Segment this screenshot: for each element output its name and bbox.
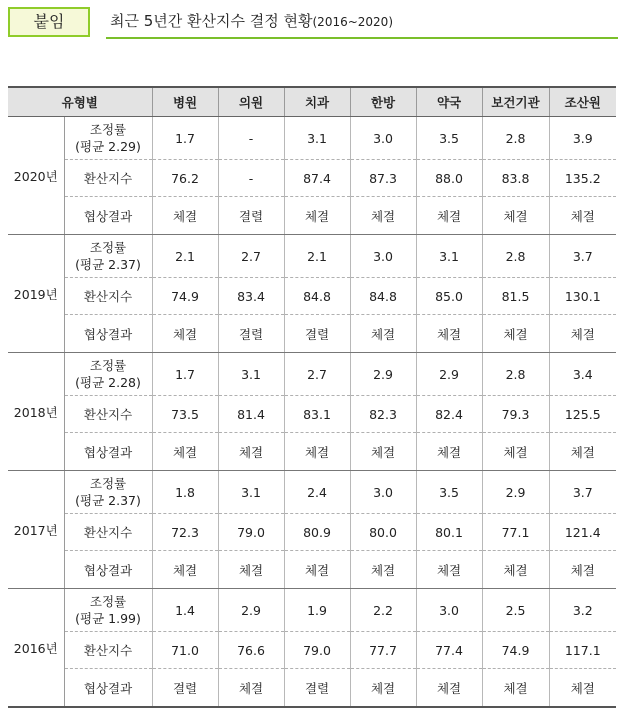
value-cell: 87.4 (284, 160, 350, 197)
value-cell: 체결 (482, 197, 549, 235)
value-cell: 76.2 (152, 160, 218, 197)
value-cell: 83.4 (218, 278, 284, 315)
value-cell: 체결 (218, 433, 284, 471)
value-cell: 3.7 (549, 471, 616, 514)
value-cell: - (218, 160, 284, 197)
value-cell: 체결 (416, 197, 482, 235)
header-col: 한방 (350, 87, 416, 117)
value-cell: 체결 (284, 197, 350, 235)
adjustment-average: (평균 2.37) (75, 493, 141, 508)
value-cell: 체결 (350, 551, 416, 589)
value-cell: 74.9 (482, 632, 549, 669)
value-cell: 84.8 (350, 278, 416, 315)
value-cell: 체결 (416, 433, 482, 471)
row-label-adjustment (64, 117, 152, 160)
adjustment-label: 조정률 (89, 594, 127, 609)
year-group (8, 589, 616, 708)
value-cell: 3.0 (350, 117, 416, 160)
year-label: 2017년 (8, 471, 64, 589)
row-label-adjustment (64, 471, 152, 514)
value-cell: 77.1 (482, 514, 549, 551)
value-cell: 135.2 (549, 160, 616, 197)
year-group (8, 353, 616, 471)
value-cell: 2.8 (482, 353, 549, 396)
table-row (8, 514, 616, 551)
row-label-result: 협상결과 (64, 315, 152, 353)
value-cell: 체결 (549, 551, 616, 589)
row-label-index: 환산지수 (64, 160, 152, 197)
value-cell: 77.7 (350, 632, 416, 669)
value-cell: 체결 (549, 433, 616, 471)
row-label-result: 협상결과 (64, 433, 152, 471)
table-row (8, 669, 616, 708)
value-cell: 3.0 (350, 471, 416, 514)
value-cell: 3.9 (549, 117, 616, 160)
header-col: 약국 (416, 87, 482, 117)
title-range: (2016~2020) (312, 15, 393, 29)
value-cell: 체결 (482, 669, 549, 708)
row-label-result: 협상결과 (64, 669, 152, 708)
adjustment-average: (평균 2.37) (75, 257, 141, 272)
value-cell: 3.1 (416, 235, 482, 278)
value-cell: 결렬 (152, 669, 218, 708)
table-row (8, 396, 616, 433)
value-cell: 3.1 (284, 117, 350, 160)
value-cell: 81.4 (218, 396, 284, 433)
adjustment-average: (평균 1.99) (75, 611, 141, 626)
value-cell: 3.5 (416, 471, 482, 514)
adjustment-label: 조정률 (89, 358, 127, 373)
value-cell: 2.9 (416, 353, 482, 396)
value-cell: 3.1 (218, 471, 284, 514)
value-cell: 3.0 (416, 589, 482, 632)
value-cell: 체결 (218, 551, 284, 589)
value-cell: 결렬 (218, 315, 284, 353)
value-cell: 체결 (549, 315, 616, 353)
value-cell: 80.0 (350, 514, 416, 551)
value-cell: 체결 (416, 315, 482, 353)
value-cell: 체결 (152, 315, 218, 353)
value-cell: 체결 (284, 433, 350, 471)
value-cell: 체결 (350, 315, 416, 353)
value-cell: 1.9 (284, 589, 350, 632)
value-cell: 73.5 (152, 396, 218, 433)
adjustment-label: 조정률 (89, 240, 127, 255)
table-row (8, 471, 616, 514)
row-label-index: 환산지수 (64, 514, 152, 551)
table-row (8, 160, 616, 197)
value-cell: 72.3 (152, 514, 218, 551)
value-cell: 77.4 (416, 632, 482, 669)
value-cell: 79.0 (218, 514, 284, 551)
header-col: 조산원 (549, 87, 616, 117)
table-row (8, 632, 616, 669)
value-cell: 117.1 (549, 632, 616, 669)
adjustment-average: (평균 2.28) (75, 375, 141, 390)
value-cell: 체결 (549, 197, 616, 235)
value-cell: 84.8 (284, 278, 350, 315)
value-cell: 3.2 (549, 589, 616, 632)
value-cell: 1.7 (152, 353, 218, 396)
header-col: 병원 (152, 87, 218, 117)
value-cell: 체결 (482, 315, 549, 353)
value-cell: 체결 (350, 669, 416, 708)
row-label-result: 협상결과 (64, 197, 152, 235)
adjustment-label: 조정률 (89, 476, 127, 491)
table-header-row (8, 87, 616, 117)
value-cell: 2.2 (350, 589, 416, 632)
table-row (8, 235, 616, 278)
value-cell: 125.5 (549, 396, 616, 433)
value-cell: 3.1 (218, 353, 284, 396)
value-cell: 1.8 (152, 471, 218, 514)
value-cell: 1.4 (152, 589, 218, 632)
row-label-index: 환산지수 (64, 632, 152, 669)
value-cell: - (218, 117, 284, 160)
value-cell: 2.7 (284, 353, 350, 396)
value-cell: 체결 (152, 197, 218, 235)
value-cell: 82.3 (350, 396, 416, 433)
value-cell: 체결 (350, 433, 416, 471)
value-cell: 체결 (152, 433, 218, 471)
value-cell: 80.1 (416, 514, 482, 551)
title-bar (106, 7, 618, 39)
value-cell: 2.8 (482, 117, 549, 160)
year-label: 2020년 (8, 117, 64, 235)
year-group (8, 117, 616, 235)
value-cell: 체결 (482, 551, 549, 589)
table-row (8, 353, 616, 396)
year-label: 2018년 (8, 353, 64, 471)
value-cell: 2.9 (218, 589, 284, 632)
value-cell: 79.3 (482, 396, 549, 433)
value-cell: 2.1 (152, 235, 218, 278)
row-label-adjustment (64, 589, 152, 632)
year-label: 2019년 (8, 235, 64, 353)
document-header (8, 7, 618, 39)
value-cell: 3.5 (416, 117, 482, 160)
value-cell: 체결 (284, 551, 350, 589)
value-cell: 체결 (482, 433, 549, 471)
value-cell: 체결 (350, 197, 416, 235)
title-main: 최근 5년간 환산지수 결정 현황 (110, 12, 313, 30)
table-row (8, 278, 616, 315)
row-label-index: 환산지수 (64, 396, 152, 433)
value-cell: 81.5 (482, 278, 549, 315)
page-title (106, 12, 393, 30)
row-label-result: 협상결과 (64, 551, 152, 589)
year-label: 2016년 (8, 589, 64, 708)
value-cell: 2.8 (482, 235, 549, 278)
row-label-adjustment (64, 353, 152, 396)
value-cell: 87.3 (350, 160, 416, 197)
table-row (8, 589, 616, 632)
year-group (8, 235, 616, 353)
value-cell: 체결 (549, 669, 616, 708)
value-cell: 82.4 (416, 396, 482, 433)
value-cell: 76.6 (218, 632, 284, 669)
value-cell: 2.1 (284, 235, 350, 278)
table-row (8, 551, 616, 589)
value-cell: 체결 (416, 669, 482, 708)
value-cell: 88.0 (416, 160, 482, 197)
value-cell: 2.7 (218, 235, 284, 278)
value-cell: 체결 (152, 551, 218, 589)
value-cell: 2.5 (482, 589, 549, 632)
value-cell: 3.4 (549, 353, 616, 396)
value-cell: 체결 (218, 669, 284, 708)
table-row (8, 315, 616, 353)
header-type: 유형별 (8, 87, 152, 117)
conversion-index-table (8, 86, 616, 708)
header-col: 치과 (284, 87, 350, 117)
row-label-index: 환산지수 (64, 278, 152, 315)
value-cell: 2.9 (482, 471, 549, 514)
value-cell: 체결 (416, 551, 482, 589)
table-row (8, 197, 616, 235)
adjustment-label: 조정률 (89, 122, 127, 137)
value-cell: 83.1 (284, 396, 350, 433)
adjustment-average: (평균 2.29) (75, 139, 141, 154)
value-cell: 121.4 (549, 514, 616, 551)
attachment-badge: 붙임 (8, 7, 90, 37)
value-cell: 83.8 (482, 160, 549, 197)
value-cell: 결렬 (218, 197, 284, 235)
table-row (8, 117, 616, 160)
row-label-adjustment (64, 235, 152, 278)
value-cell: 85.0 (416, 278, 482, 315)
header-col: 보건기관 (482, 87, 549, 117)
year-group (8, 471, 616, 589)
value-cell: 80.9 (284, 514, 350, 551)
value-cell: 74.9 (152, 278, 218, 315)
value-cell: 130.1 (549, 278, 616, 315)
value-cell: 3.7 (549, 235, 616, 278)
value-cell: 71.0 (152, 632, 218, 669)
value-cell: 1.7 (152, 117, 218, 160)
value-cell: 결렬 (284, 315, 350, 353)
value-cell: 2.4 (284, 471, 350, 514)
value-cell: 79.0 (284, 632, 350, 669)
value-cell: 결렬 (284, 669, 350, 708)
table-row (8, 433, 616, 471)
value-cell: 2.9 (350, 353, 416, 396)
header-col: 의원 (218, 87, 284, 117)
value-cell: 3.0 (350, 235, 416, 278)
